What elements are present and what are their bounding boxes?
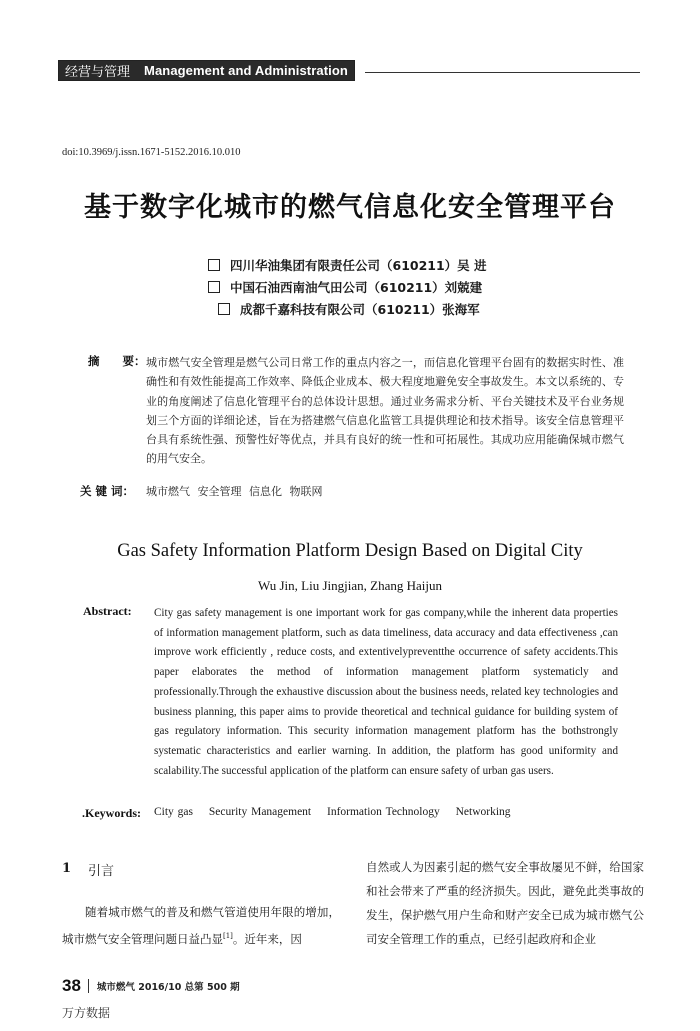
keyword-cn: 城市燃气 <box>146 485 190 498</box>
author-1 <box>208 256 487 274</box>
title-en: Gas Safety Information Platform Design Based on Digital City <box>117 541 583 561</box>
body-left-tail: 。近年来，因 <box>232 931 302 946</box>
authors-en: Wu Jin, Liu Jingjian, Zhang Haijun <box>258 578 442 593</box>
abstract-cn-text: 城市燃气安全管理是燃气公司日常工作的重点内容之一，而信息化管理平台固有的数据实时性、准确性和有效性能提高工作效率、降低企业成本、极大程度地避免安全事故发生。本文以系统的、专业的角度阐述了信息化管理平台的总体设计思想。通过业务需求分析、平台关键技术及平台业务规划三个方面的详细论述，旨在为搭建燃气信息化监管工具提供理论和技术指导。该安全信息管理平台具有系统性强、预警性好等优点，并具有良好的统一性和可拓展性。其成功应用能确保城市燃气的用气安全。 <box>146 356 624 466</box>
header-rule <box>365 72 640 73</box>
abstract-en-text: City gas safety management is one important work for gas company,while the inherent data properties of information management platform, such as data timeliness, data accuracy and data effectiveness ,can improve work efficiently , reduce costs, and extentivelypreventthe occurrence of safety accidents.This paper elaborates the method of information management platform systematicly and professionally.Through the exhaustive discussion about the business needs, related key technologies and business planning, this paper aims to provide theoretical and technical guidance for building system of gas regulatory information. This security information management platform has the bothstrongly systematic characteristics and earlier warning. In addition, the platform has good uniformity and scalability.The successful application of the platform can ensure safety of urban gas users. <box>154 607 618 777</box>
checkbox-square-icon <box>218 303 230 315</box>
keyword-cn: 信息化 <box>249 485 282 498</box>
keyword-en: City gas <box>154 806 194 818</box>
keyword-cn: 物联网 <box>289 485 323 498</box>
keywords-cn <box>146 483 323 499</box>
keyword-en: Information Technology <box>327 806 440 818</box>
citation: [1] <box>223 932 233 940</box>
section-header-cn: 经营与管理 <box>59 61 138 80</box>
abstract-en-label: Abstract: <box>83 604 132 618</box>
abstract-cn-label: 摘 要： <box>88 354 146 368</box>
footer-separator <box>88 979 89 993</box>
author-2-text: 中国石油西南油气田公司（610211）刘兢建 <box>230 280 483 295</box>
author-3-text: 成都千嘉科技有限公司（610211）张海军 <box>240 302 480 317</box>
page-footer <box>62 976 240 996</box>
author-3 <box>218 300 480 318</box>
title-cn: 基于数字化城市的燃气信息化安全管理平台 <box>84 192 616 223</box>
body-right-column: 自然或人为因素引起的燃气安全事故屡见不鲜，给国家和社会带来了严重的经济损失。因此，避免此类事故的发生，保护燃气用户生命和财产安全已成为城市燃气公司安全管理工作的重点，已经引起政府和企业 <box>366 860 644 946</box>
page-number: 38 <box>62 976 81 995</box>
body-left-text: 随着城市燃气的普及和燃气管道使用年限的增加，城市燃气安全管理问题日益凸显 <box>62 905 340 946</box>
body-left-column <box>62 900 340 951</box>
keywords-en-label: .Keywords: <box>82 806 141 820</box>
keywords-cn-label: 关 键 词： <box>80 484 135 498</box>
doi: doi:10.3969/j.issn.1671-5152.2016.10.010 <box>62 147 241 158</box>
section-header-en: Management and Administration <box>138 61 354 80</box>
checkbox-square-icon <box>208 281 220 293</box>
watermark: 万方数据 <box>62 1006 111 1020</box>
author-1-text: 四川华油集团有限责任公司（610211）吴 进 <box>230 258 487 273</box>
keyword-cn: 安全管理 <box>197 485 242 498</box>
checkbox-square-icon <box>208 259 220 271</box>
journal-info: 城市燃气 2016/10 总第 500 期 <box>96 982 240 993</box>
section-header <box>58 60 355 81</box>
section-number: 1 <box>62 861 72 876</box>
section-title: 引言 <box>88 864 115 879</box>
keyword-en: Security Management <box>208 806 312 818</box>
author-2 <box>208 278 482 296</box>
keywords-en <box>154 806 523 818</box>
keyword-en: Networking <box>455 806 511 818</box>
